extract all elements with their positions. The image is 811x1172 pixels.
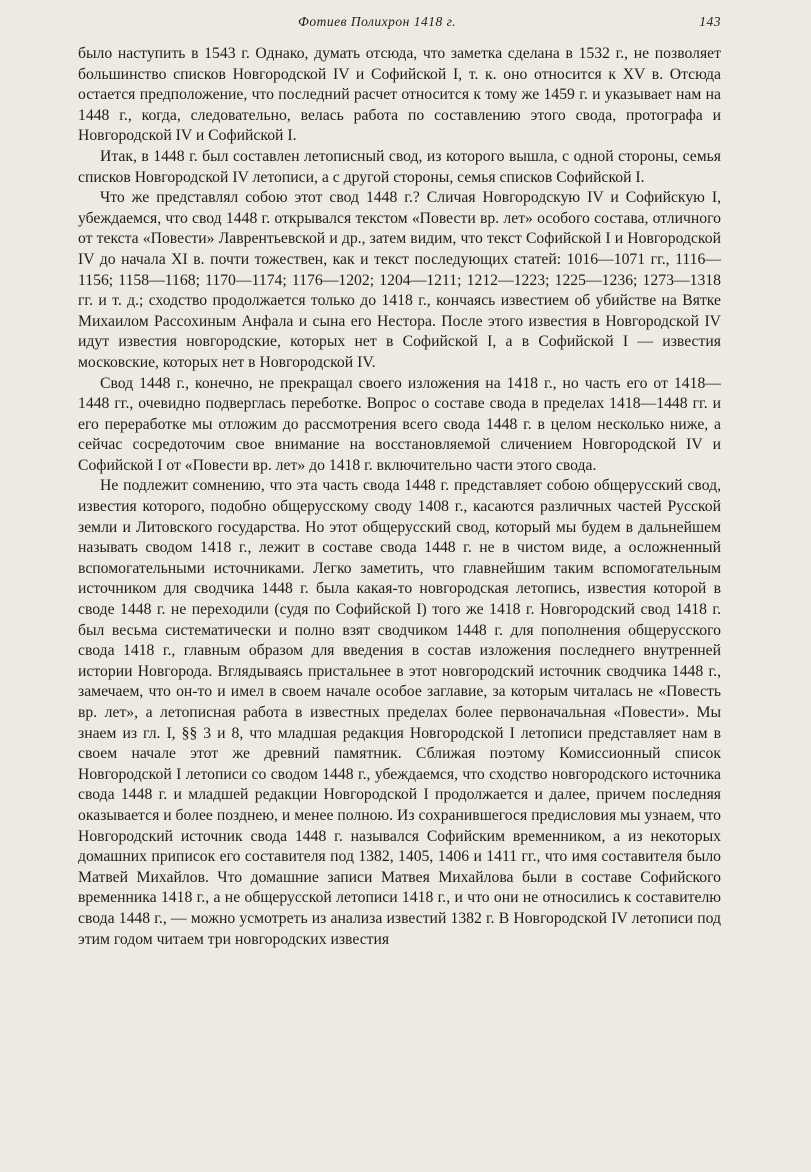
paragraph: Что же представлял собою этот свод 1448 г.? Сличая Новгородскую IV и Софийскую I, убеждаемся, что свод 1448 г. открывался текстом «Повести вр. лет» особого состава, отличного от текста «Повести» Лаврентьевской и др., затем видим, что текст Софийской I и Новгородской IV до начала XI в. почти тожествен, как и текст последующих статей: 1016—1071 гг., 1116—1156; 1158—1168; 1170—1174; 1176—1202; 1204—1211; 1212—1223; 1225—1236; 1273—1318 гг. и т. д.; сходство продолжается только до 1418 г., кончаясь известием об убийстве на Вятке Михаилом Рассохиным Анфала и сына его Нестора. После этого известия в Новгородской IV идут известия новгородские, которых нет в Софийской I, а в Софийской I — известия московские, которых нет в Новгородской IV. (78, 189, 721, 371)
paragraph: Не подлежит сомнению, что эта часть свода 1448 г. представляет собою общерусский свод, известия которого, подобно общерусскому своду 1408 г., касаются различных частей Русской земли и Литовского государства. Но этот общерусский свод, который мы будем в дальнейшем называть сводом 1418 г., лежит в составе свода 1448 г. не в чистом виде, а осложненный вспомогательными источниками. Легко заметить, что главнейшим таким вспомогательным источником для сводчика 1448 г. была какая-то новгородская летопись, известия которой в своде 1448 г. не переходили (судя по Софийской I) того же 1418 г. Новгородский свод 1418 г. был весьма систематически и полно взят сводчиком 1448 г. для пополнения общерусского свода 1418 г., главным образом для введения в состав изложения последнего внутренней истории Новгорода. Вглядываясь пристальнее в этот новгородский источник сводчика 1448 г., замечаем, что он-то и имел в своем начале особое заглавие, за которым читалась не «Повесть вр. лет», а летописная работа в известных пределах более первоначальная «Повести». Мы знаем из гл. I, §§ 3 и 8, что младшая редакция Новгородской I летописи представляет нам в своем начале этот же древний памятник. Сближая поэтому Комиссионный список Новгородской I летописи со сводом 1448 г., убеждаемся, что сходство новгородского источника свода 1448 г. и младшей редакции Новгородской I продолжается и далее, причем последняя оказывается и более позднею, и менее полною. Из сохранившегося предисловия мы узнаем, что Новгородский источник свода 1448 г. назывался Софийским временником, а из некоторых домашних приписок его составителя под 1382, 1405, 1406 и 1411 гг., что имя составителя было Матвей Михайлов. Что домашние записи Матвея Михайлова были в составе Софийского временника 1418 г., а не общерусской летописи 1418 г., и что они не относились к составителю свода 1448 г., — можно усмотреть из анализа известий 1382 г. В Новгородской IV летописи под этим годом читаем три новгородских известия (78, 477, 721, 948)
paragraph: Итак, в 1448 г. был составлен летописный свод, из которого вышла, с одной стороны, семья списков Новгородской IV летописи, а с другой стороны, семья списков Софийской I. (78, 147, 721, 186)
running-head (78, 12, 721, 40)
running-title: Фотиев Полихрон 1418 г. (298, 14, 457, 29)
paragraph: Свод 1448 г., конечно, не прекращал своего изложения на 1418 г., но часть его от 1418—1448 гг., очевидно подверглась переботке. Вопрос о составе свода в пределах 1418—1448 гг. и его переработке мы отложим до рассмотрения всего свода 1448 г. в целом несколько ниже, а сейчас сосредоточим свое внимание на восстановляемой сличением Новгородской IV и Софийской I от «Повести вр. лет» до 1418 г. включительно части этого свода. (78, 374, 721, 474)
page-number: 143 (699, 14, 721, 29)
body-text (78, 44, 721, 950)
paragraph-continuation: было наступить в 1543 г. Однако, думать отсюда, что заметка сделана в 1532 г., не позволяет большинство списков Новгородской IV и Софийской I, т. к. оно относится к XV в. Отсюда остается предположение, что последний расчет относится к тому же 1459 г. и указывает нам на 1448 г., когда, следовательно, велась работа по составлению этого свода, протографа и Новгородской IV и Софийской I. (78, 45, 721, 145)
